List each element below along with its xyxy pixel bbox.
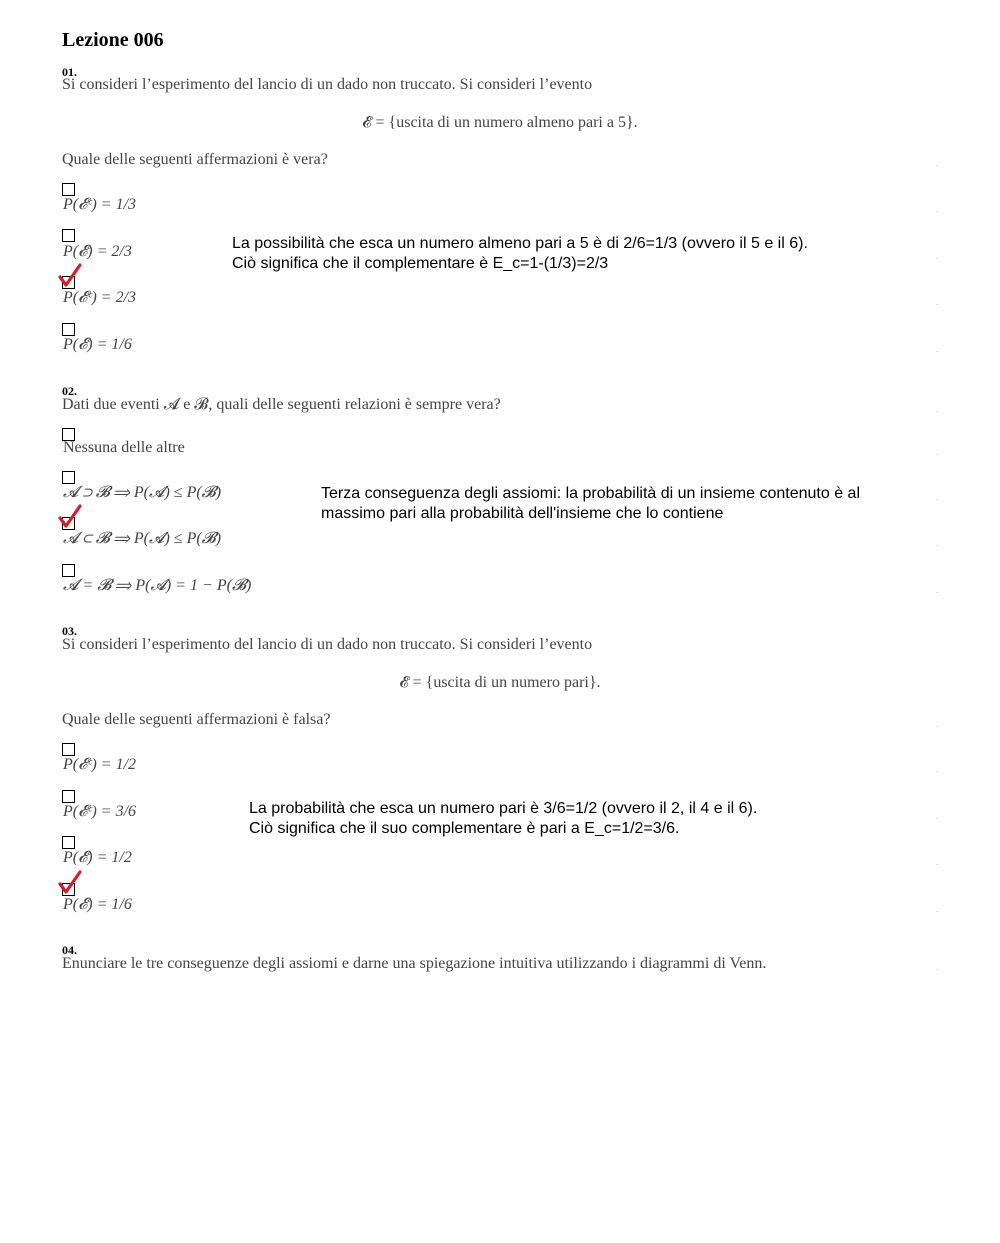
answer-note-line: Terza conseguenza degli assiomi: la probabilità di un insieme contenuto è al [321,485,860,502]
answer-option: P(𝓔ᶜ) = 1/2 [63,756,137,773]
answer-checkbox[interactable] [62,183,75,196]
margin-dot: . [936,492,939,502]
margin-dot: . [936,719,939,729]
answer-checkbox[interactable] [62,323,75,336]
answer-option: P(𝓔) = 2/3 [63,243,132,260]
answer-option: P(𝓔ᶜ) = 1/3 [63,196,137,213]
answer-option: P(𝓔) = 1/6 [63,896,132,913]
margin-dot: . [936,447,939,457]
margin-dot: . [936,251,939,261]
lesson-title: Lezione 006 [62,29,164,51]
answer-checkbox[interactable] [62,564,75,577]
check-mark-icon [58,264,82,288]
question-intro: Enunciare le tre conseguenze degli assiomi e darne una spiegazione intuitiva utilizzando i diagrammi di Venn. [62,955,767,972]
answer-checkbox[interactable] [62,836,75,849]
margin-dot: . [936,857,939,867]
question-number: 01. [62,65,77,79]
answer-option: P(𝓔) = 1/2 [63,849,132,866]
check-mark-icon [58,505,82,529]
question-formula: 𝓔 = {uscita di un numero pari}. [399,674,601,691]
check-mark-icon [58,871,82,895]
question-formula: 𝓔 = {uscita di un numero almeno pari a 5}. [362,114,638,131]
margin-dot: . [936,904,939,914]
question-intro: Si consideri l’esperimento del lancio di un dado non truccato. Si consideri l’evento [62,636,593,653]
answer-option: Nessuna delle altre [63,439,185,456]
answer-checkbox[interactable] [62,229,75,242]
margin-dot: . [936,962,939,972]
answer-option: 𝓐 ⊃ 𝓑 ⟹ P(𝓐) ≤ P(𝓑) [63,484,222,501]
answer-option: P(𝓔ᶜ) = 3/6 [63,803,137,820]
question-number: 03. [62,624,77,638]
question-intro: Dati due eventi 𝓐 e 𝓑, quali delle seguenti relazioni è sempre vera? [62,396,501,413]
margin-dot: . [936,764,939,774]
margin-dot: . [936,297,939,307]
answer-option: P(𝓔ᶜ) = 2/3 [63,289,137,306]
answer-checkbox[interactable] [62,743,75,756]
answer-note-line: La probabilità che esca un numero pari è 3/6=1/2 (ovvero il 2, il 4 e il 6). [249,800,758,817]
question-prompt: Quale delle seguenti affermazioni è vera? [62,151,328,168]
margin-dot: . [936,538,939,548]
margin-dot: . [936,204,939,214]
margin-dot: . [936,158,939,168]
answer-option: 𝓐 ⊂ 𝓑 ⟹ P(𝓐) ≤ P(𝓑) [63,530,222,547]
question-number: 02. [62,384,77,398]
answer-note-line: Ciò significa che il complementare è E_c=1-(1/3)=2/3 [232,255,609,272]
question-number: 04. [62,943,77,957]
answer-note-line: La possibilità che esca un numero almeno pari a 5 è di 2/6=1/3 (ovvero il 5 e il 6). [232,235,808,252]
margin-dot: . [936,404,939,414]
margin-dot: . [936,344,939,354]
answer-checkbox[interactable] [62,790,75,803]
answer-checkbox[interactable] [62,471,75,484]
margin-dot: . [936,585,939,595]
answer-option: P(𝓔) = 1/6 [63,336,132,353]
question-prompt: Quale delle seguenti affermazioni è falsa? [62,711,331,728]
answer-note-line: massimo pari alla probabilità dell'insieme che lo contiene [321,505,724,522]
margin-dot: . [936,811,939,821]
answer-option: 𝓐 = 𝓑 ⟹ P(𝓐) = 1 − P(𝓑) [63,577,252,594]
question-intro: Si consideri l’esperimento del lancio di un dado non truccato. Si consideri l’evento [62,76,593,93]
answer-note-line: Ciò significa che il suo complementare è pari a E_c=1/2=3/6. [249,820,680,837]
